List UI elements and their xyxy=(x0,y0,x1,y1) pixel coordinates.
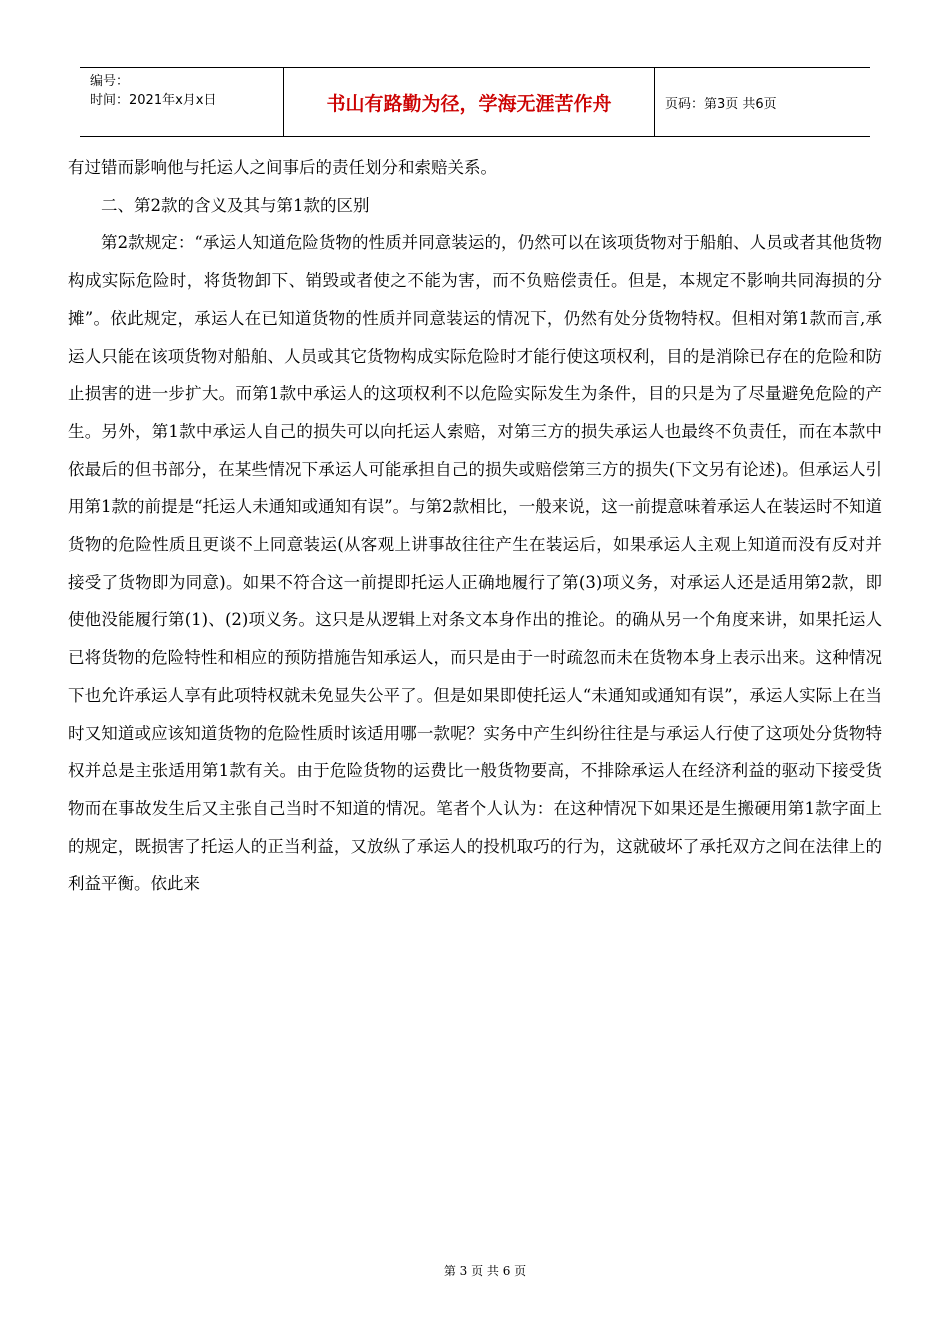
header-meta xyxy=(80,68,283,136)
footer-page-number: 第 3 页 共 6 页 xyxy=(443,1264,527,1278)
date-line: 时间：2021年x月x日 xyxy=(90,93,217,108)
section-heading: 二、第2款的含义及其与第1款的区别 xyxy=(101,195,370,215)
document-header xyxy=(80,67,870,137)
page-footer xyxy=(0,1262,950,1279)
paragraph-continuation: 有过错而影响他与托运人之间事后的责任划分和索赔关系。 xyxy=(68,158,497,177)
document-body xyxy=(68,149,882,903)
header-page-info: 页码：第3页 共6页 xyxy=(665,96,777,112)
paragraph-main: 第2款规定：“承运人知道危险货物的性质并同意装运的，仍然可以在该项货物对于船舶、人员或者其他货物构成实际危险时，将货物卸下、销毁或者使之不能为害，而不负赔偿责任。但是，本规定不影响共同海损的分摊”。依此规定，承运人在已知道货物的性质并同意装运的情况下，仍然有处分货物特权。但相对第1款而言,承运人只能在该项货物对船舶、人员或其它货物构成实际危险时才能行使这项权利，目的是消除已存在的危险和防止损害的进一步扩大。而第1款中承运人的这项权利不以危险实际发生为条件，目的只是为了尽量避免危险的产生。另外，第1款中承运人自己的损失可以向托运人索赔，对第三方的损失承运人也最终不负责任，而在本款中依最后的但书部分，在某些情况下承运人可能承担自己的损失或赔偿第三方的损失(下文另有论述)。但承运人引用第1款的前提是“托运人未通知或通知有误”。与第2款相比，一般来说，这一前提意味着承运人在装运时不知道货物的危险性质且更谈不上同意装运(从客观上讲事故往往产生在装运后，如果承运人主观上知道而没有反对并接受了货物即为同意)。如果不符合这一前提即托运人正确地履行了第(3)项义务，对承运人还是适用第2款，即使他没能履行第(1)、(2)项义务。这只是从逻辑上对条文本身作出的推论。的确从另一个角度来讲，如果托运人已将货物的危险特性和相应的预防措施告知承运人，而只是由于一时疏忽而未在货物本身上表示出来。这种情况下也允许承运人享有此项特权就未免显失公平了。但是如果即使托运人“未通知或通知有误”，承运人实际上在当时又知道或应该知道货物的危险性质时该适用哪一款呢？实务中产生纠纷往往是与承运人行使了这项处分货物特权并总是主张适用第1款有关。由于危险货物的运费比一般货物要高，不排除承运人在经济利益的驱动下接受货物而在事故发生后又主张自己当时不知道的情况。笔者个人认为：在这种情况下如果还是生搬硬用第1款字面上的规定，既损害了托运人的正当利益，又放纵了承运人的投机取巧的行为，这就破坏了承托双方之间在法律上的利益平衡。依此来 xyxy=(68,233,882,894)
header-motto: 书山有路勤为径，学海无涯苦作舟 xyxy=(283,68,655,136)
serial-number-label: 编号： xyxy=(90,74,130,89)
